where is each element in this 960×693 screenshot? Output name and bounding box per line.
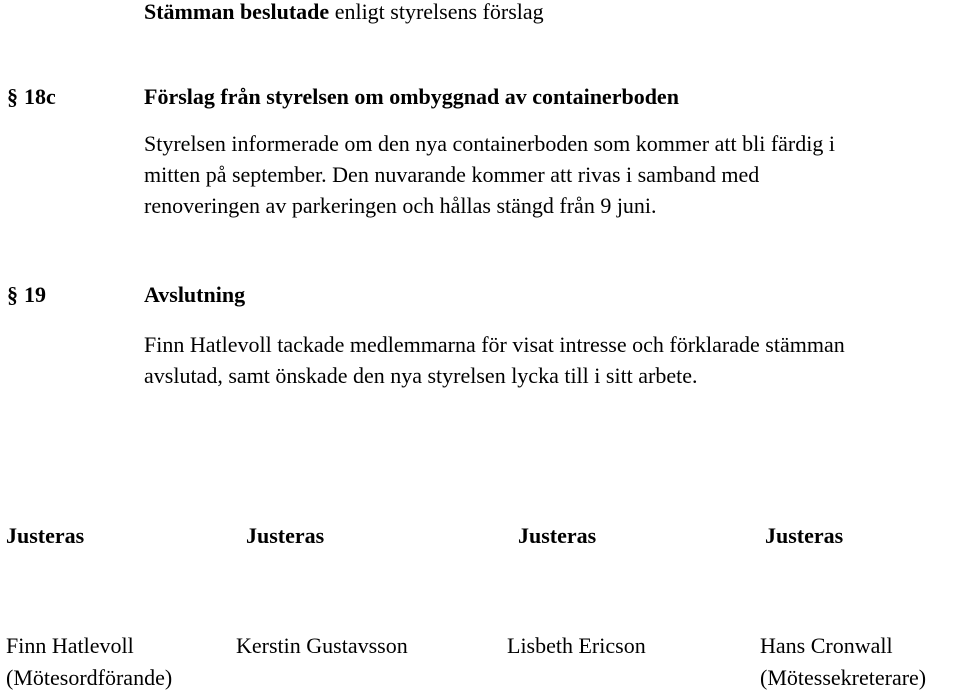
section-19-number: 19: [24, 282, 46, 307]
signer-role-4: (Mötessekreterare): [760, 665, 927, 690]
section-19-sign: §: [7, 282, 18, 307]
signer-name-1: Finn Hatlevoll: [6, 633, 134, 658]
decision-bold: Stämman beslutade: [144, 0, 330, 24]
section-18c-line-1: Styrelsen informerade om den nya containerboden som kommer att bli färdig i: [144, 131, 835, 156]
section-18c-line-2: mitten på september. Den nuvarande kommer att rivas i samband med: [144, 162, 760, 187]
section-19-line-2: avslutad, samt önskade den nya styrelsen lycka till i sitt arbete.: [144, 363, 698, 388]
signer-name-3: Lisbeth Ericson: [507, 633, 646, 658]
section-19-line-1: Finn Hatlevoll tackade medlemmarna för visat intresse och förklarade stämman: [144, 332, 845, 357]
signer-role-1: (Mötesordförande): [6, 665, 173, 690]
section-18c-title: Förslag från styrelsen om ombyggnad av containerboden: [144, 84, 679, 109]
decision-rest: enligt styrelsens förslag: [329, 0, 544, 24]
section-18c-sign: §: [7, 84, 18, 109]
decision-line: [144, 0, 544, 27]
signer-name-4: Hans Cronwall: [760, 633, 893, 658]
section-18c-number: 18c: [24, 84, 56, 109]
section-18c-line-3: renoveringen av parkeringen och hållas stängd från 9 juni.: [144, 193, 657, 218]
section-19-title: Avslutning: [144, 282, 246, 307]
justeras-header-1: Justeras: [6, 523, 85, 548]
justeras-header-2: Justeras: [246, 523, 325, 548]
signer-name-2: Kerstin Gustavsson: [236, 633, 408, 658]
justeras-header-3: Justeras: [518, 523, 597, 548]
justeras-header-4: Justeras: [765, 523, 844, 548]
